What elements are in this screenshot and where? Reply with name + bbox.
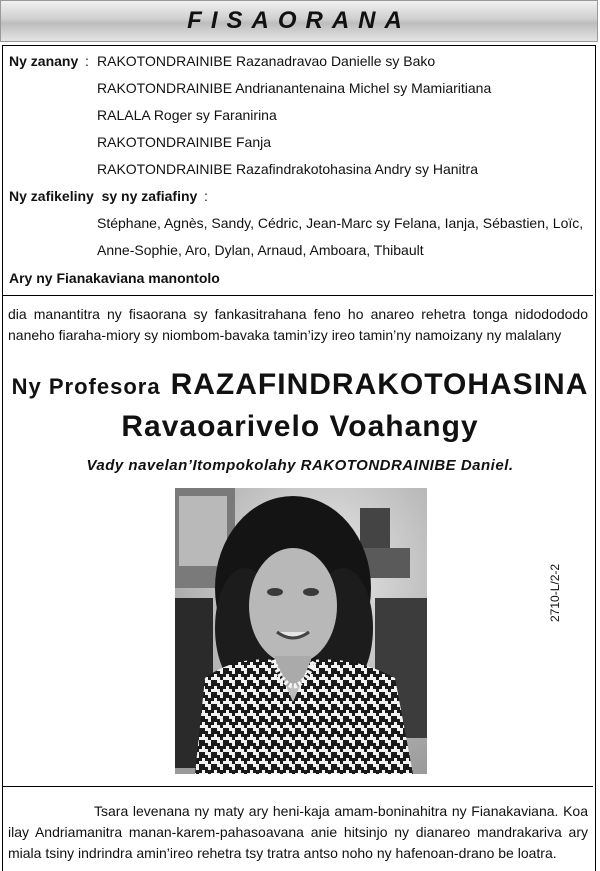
deceased-prefix: Ny Profesora <box>11 374 161 399</box>
thanks-paragraph: dia manantitra ny fisaorana sy fankasitrahana feno ho anareo rehetra tonga nidodododo naneho fiaraha-miory sy niombom-bavaka tamin’izy ireo tamin’ny namoizany ny malalany <box>8 306 588 343</box>
header-banner <box>0 0 598 42</box>
children-colon: : <box>85 53 89 69</box>
family-label: Ary ny Fianakaviana manontolo <box>9 270 220 286</box>
deceased-given-names: Ravaoarivelo Voahangy <box>121 410 479 443</box>
deceased-title-line <box>0 368 600 402</box>
bottom-divider <box>3 786 593 787</box>
divider <box>3 295 593 296</box>
child-name-2: RAKOTONDRAINIBE Andrianantenaina Michel sy Mamiaritiana <box>97 80 492 96</box>
deceased-surname: RAZAFINDRAKOTOHASINA <box>170 368 589 401</box>
child-name-5: RAKOTONDRAINIBE Razafindrakotohasina Andry sy Hanitra <box>97 161 479 177</box>
children-label: Ny zanany <box>9 53 79 69</box>
child-name-4: RAKOTONDRAINIBE Fanja <box>97 134 272 150</box>
grandchildren-line-1: Stéphane, Agnès, Sandy, Cédric, Jean-Marc sy Felana, Ianja, Sébastien, Loïc, <box>97 215 584 231</box>
grandchildren-label: Ny zafikeliny sy ny zafiafiny <box>9 188 198 204</box>
portrait-photo <box>175 488 427 774</box>
grandchildren-line-2: Anne-Sophie, Aro, Dylan, Arnaud, Amboara, Thibault <box>97 242 424 258</box>
portrait-photo-icon <box>175 488 427 774</box>
child-name-3: RALALA Roger sy Faranirina <box>97 107 277 123</box>
closing-paragraph: Tsara levenana ny maty ary heni-kaja amam-boninahitra ny Fianakaviana. Koa ilay Andriamanitra manan-karem-pahasoavana anie hitsinjo ny dianareo mandrakariva ary miala tsiny indrindra amin’ireo rehetra tsy tratra antso noho ny hafenoan-drano be loatra. <box>8 803 588 861</box>
grandchildren-colon: : <box>204 188 208 204</box>
header-title: FISAORANA <box>187 7 411 34</box>
child-name-1: RAKOTONDRAINIBE Razanadravao Danielle sy Bako <box>97 53 436 69</box>
spouse-line: Vady navelan’Itompokolahy RAKOTONDRAINIBE Daniel. <box>86 457 514 474</box>
reference-code: 2710-L/2-2 <box>548 563 562 622</box>
